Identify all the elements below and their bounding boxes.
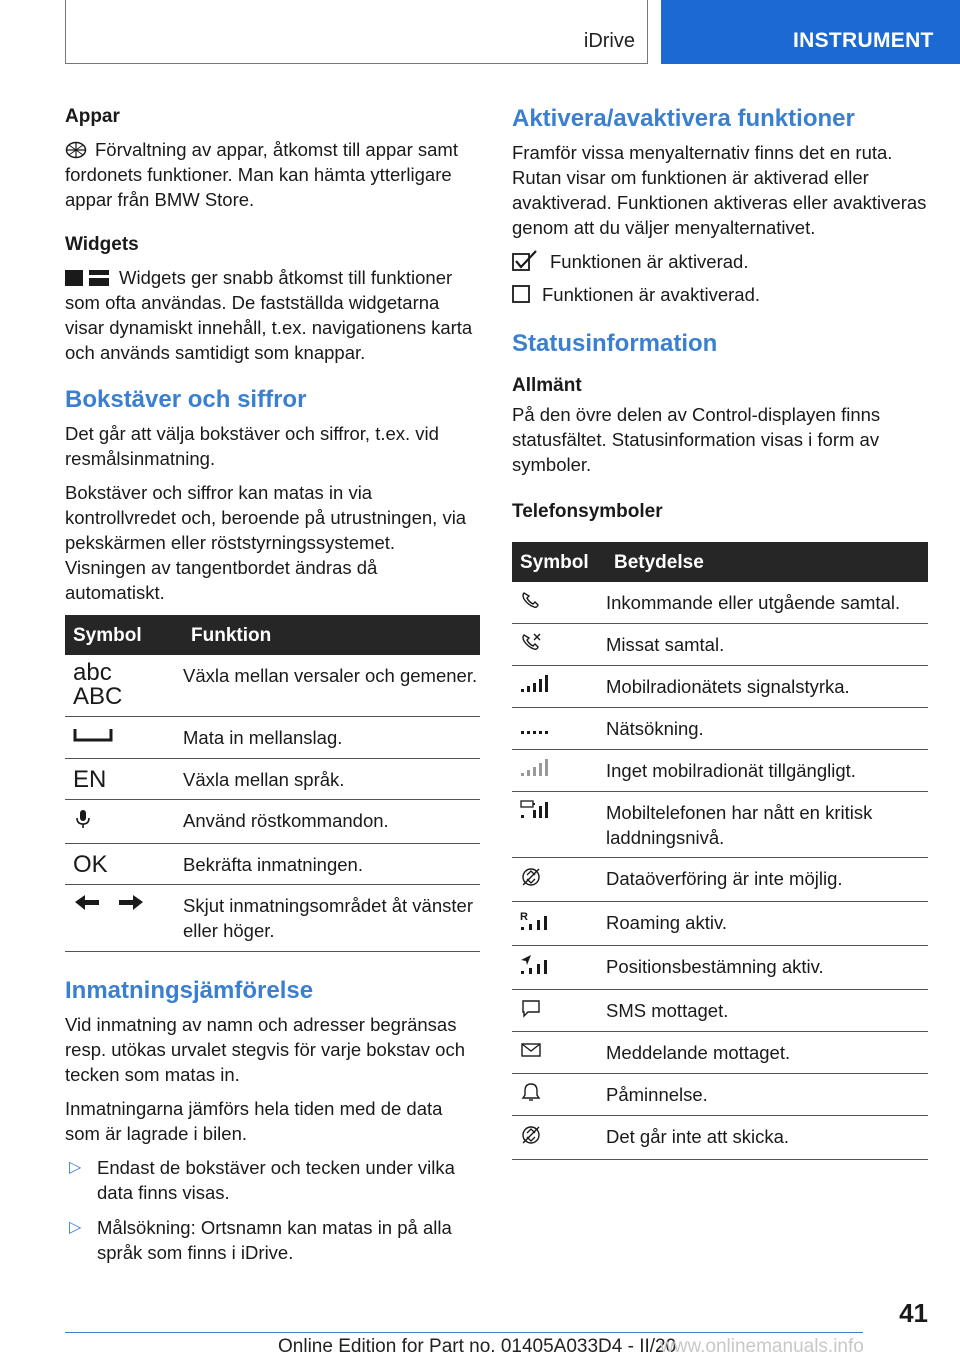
widgets-title: Widgets [65,234,139,255]
uppercase-symbol: ABC [73,683,123,710]
activated-row [512,249,928,274]
list-item [65,1155,480,1205]
table-cell: Inget mobilradionät tillgängligt. [606,750,928,792]
activate-paragraph: Framför vissa menyalternativ finns det en ruta. Rutan visar om funktionen är aktiverad eller avaktiverad. Funktionen aktiveras eller avaktiveras genom att du väljer menyalternativet. [512,142,927,238]
table-row [512,902,928,946]
compare-heading: Inmatningsjämförelse [65,977,314,1004]
no-data-icon [520,866,542,888]
status-heading: Statusinformation [512,330,718,357]
widgets-text: Widgets ger snabb åtkomst till funktioner som ofta användas. De fastställda widgetarna visar dynamiskt innehåll, t.ex. navigationens karta och används samtidigt som knappar. [65,267,473,363]
right-column [512,104,928,1160]
table-cell: Det går inte att skicka. [606,1116,928,1160]
column-header-symbol: Symbol [512,542,606,582]
letters-paragraph-1: Det går att välja bokstäver och siffror, t.ex. vid resmålsinmatning. [65,423,439,469]
table-cell: Nätsökning. [606,708,928,750]
compare-paragraph-1: Vid inmatning av namn och adresser begränsas resp. utökas urvalet stegvis för varje bokstav och tecken som matas in. [65,1014,465,1085]
deactivated-text: Funktionen är avaktiverad. [542,284,761,305]
header-box [65,0,648,64]
header-section: iDrive [583,30,635,52]
table-cell: SMS mottaget. [606,990,928,1032]
table-cell: Växla mellan språk. [183,759,480,800]
table-row [65,885,480,952]
battery-critical-icon [520,800,548,820]
table-cell: Roaming aktiv. [606,902,928,946]
table-row [512,624,928,666]
table-row [512,582,928,624]
arrow-left-right-icon [73,893,145,913]
compare-paragraph-2: Inmatningarna jämförs hela tiden med de data som är lagrade i bilen. [65,1098,443,1144]
table-cell: Använd röstkommandon. [183,800,480,844]
confirm-symbol: OK [65,844,183,885]
keyboard-symbol-table [65,615,480,952]
table-cell: Bekräfta inmatningen. [183,844,480,885]
appar-text: Förvaltning av appar, åtkomst till appar samt fordonets funktioner. Man kan hämta ytterligare appar från BMW Store. [65,139,458,210]
triangle-bullet-icon: ▷ [69,1159,82,1176]
svg-text:R: R [520,911,528,923]
table-cell: Mata in mellanslag. [183,717,480,759]
phone-call-icon [520,590,542,610]
table-row [65,844,480,885]
table-cell: Dataöverföring är inte möjlig. [606,858,928,902]
checkbox-empty-icon [512,285,530,303]
left-column [65,104,480,1273]
checkbox-checked-icon [512,250,538,272]
table-row [65,800,480,844]
appar-title: Appar [65,106,120,127]
missed-call-icon [520,632,542,652]
activated-text: Funktionen är aktiverad. [550,251,749,272]
phone-symbol-table [512,542,928,1160]
triangle-bullet-icon: ▷ [69,1219,82,1236]
table-row [512,858,928,902]
table-row [512,946,928,990]
table-row [512,708,928,750]
header-chapter-tab [661,0,960,64]
widgets-paragraph [65,265,480,365]
list-item [65,1215,480,1265]
table-cell: Växla mellan versaler och gemener. [183,655,480,717]
footer-divider [65,1332,863,1333]
list-item-text: Endast de bokstäver och tecken under vilka data finns visas. [97,1157,455,1203]
space-bar-icon [73,725,113,745]
watermark: www.onlinemanuals.info [660,1336,864,1357]
language-symbol: EN [65,759,183,800]
table-row [512,792,928,858]
lowercase-symbol: abc [73,659,112,686]
column-header-symbol: Symbol [65,615,183,655]
table-row [512,750,928,792]
table-cell: Meddelande mottaget. [606,1032,928,1074]
widgets-icon [65,269,111,287]
activate-heading: Aktivera/avaktivera funktioner [512,105,855,132]
phone-title: Telefonsymboler [512,501,663,522]
table-row [65,717,480,759]
table-row [512,666,928,708]
table-row [512,1116,928,1160]
reminder-icon [520,1082,542,1102]
table-cell: Missat samtal. [606,624,928,666]
table-row [65,759,480,800]
signal-strength-icon [520,674,548,694]
table-cell: Mobilradionätets signalstyrka. [606,666,928,708]
deactivated-row [512,282,928,307]
letters-heading: Bokstäver och siffror [65,386,307,413]
table-cell: Påminnelse. [606,1074,928,1116]
table-row [512,990,928,1032]
page-number: 41 [899,1298,928,1328]
general-title: Allmänt [512,375,582,396]
apps-icon [65,141,87,159]
table-cell: Positionsbestämning aktiv. [606,946,928,990]
no-network-icon [520,758,548,778]
location-icon [520,954,548,976]
general-paragraph: På den övre delen av Control-displayen finns statusfältet. Statusinformation visas i form av symboler. [512,404,881,475]
letters-paragraph-2: Bokstäver och siffror kan matas in via kontrollvredet och, beroende på utrustningen, via pekskärmen eller röststyrningssystemet. Visningen av tangentbordet ändras då automatiskt. [65,482,467,603]
table-row [512,1032,928,1074]
table-row [512,1074,928,1116]
microphone-icon [73,808,93,830]
header-chapter: INSTRUMENT [793,29,934,52]
column-header-function: Funktion [183,615,480,655]
table-cell: Skjut inmatningsområdet åt vänster eller höger. [183,885,480,952]
list-item-text: Målsökning: Ortsnamn kan matas in på alla språk som finns i iDrive. [97,1217,452,1263]
table-row [65,655,480,717]
table-cell: Mobiltelefonen har nått en kritisk laddningsnivå. [606,792,928,858]
network-search-icon [520,716,548,736]
column-header-meaning: Betydelse [606,542,928,582]
table-cell: Inkommande eller utgående samtal. [606,582,928,624]
appar-paragraph [65,137,480,212]
footer-edition: Online Edition for Part no. 01405A033D4 - II/20 [278,1336,677,1357]
roaming-icon [520,910,548,932]
message-icon [520,1040,542,1060]
send-failed-icon [520,1124,542,1146]
sms-icon [520,998,542,1018]
